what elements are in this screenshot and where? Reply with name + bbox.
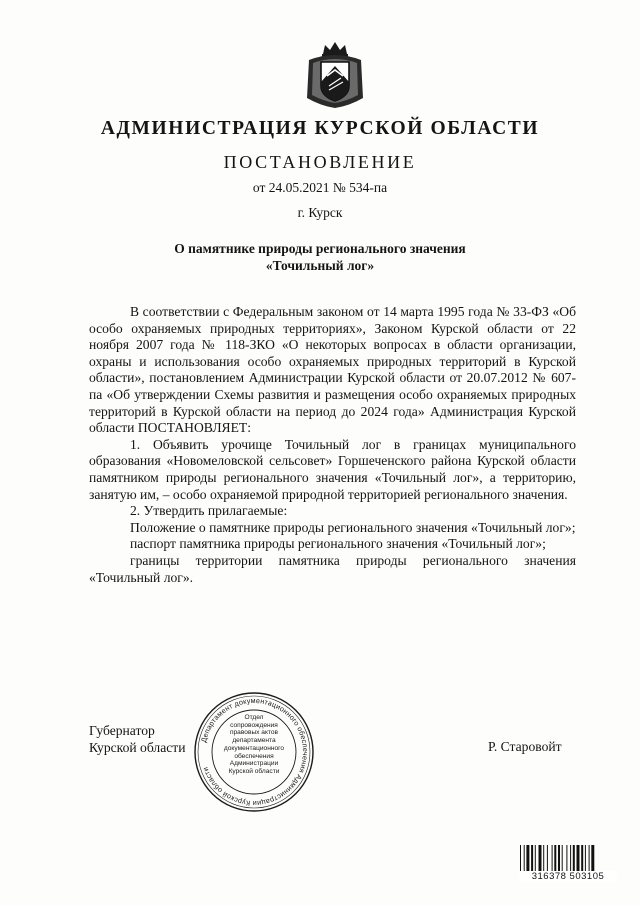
stamp-line: документационного: [223, 744, 285, 752]
official-stamp: [193, 691, 315, 813]
stamp-line: департамента: [232, 737, 276, 745]
document-title: [0, 240, 640, 274]
signatory-position: [89, 722, 186, 756]
title-line-1: О памятнике природы регионального значения: [174, 241, 466, 256]
signatory-name: Р. Старовойт: [488, 739, 562, 754]
date-number: от 24.05.2021 № 534-па: [252, 180, 388, 195]
item-2-paragraph: 2. Утвердить прилагаемые:: [130, 503, 288, 519]
organization-title: АДМИНИСТРАЦИЯ КУРСКОЙ ОБЛАСТИ: [100, 118, 540, 139]
item-1-paragraph: 1. Объявить урочище Точильный лог в границах муниципального образования «Новомеловской сельсовет» Горшеченского района Курской области памятником природы регионального значения «Точильный лог», а территорию, занятую им, – особо охраняемой природной территорией регионального значения.: [89, 436, 576, 502]
stamp-line: Курской области: [228, 767, 280, 775]
stamp-line: сопровождения: [230, 721, 278, 729]
stamp-line: правовых актов: [229, 729, 279, 737]
barcode-number: 316378 503105: [519, 871, 617, 882]
city-name: г. Курск: [297, 205, 343, 220]
signatory-position-line-2: Курской области: [89, 740, 186, 755]
stamp-line: обеспечения: [234, 752, 274, 760]
stamp-line: Отдел: [244, 714, 264, 721]
coat-of-arms-icon: [303, 38, 367, 110]
attachment-3-paragraph: границы территории памятника природы регионального значения «Точильный лог».: [89, 552, 576, 585]
title-line-2: «Точильный лог»: [265, 258, 375, 273]
stamp-outer-text: Департамент документационного обеспечения Администрации Курской области: [198, 695, 311, 809]
preamble-paragraph: В соответствии с Федеральным законом от 14 марта 1995 года № 33-ФЗ «Об особо охраняемых природных территориях», Законом Курской области от 22 ноября 2007 года № 118-ЗКО «О некоторых вопросах в области организации, охраны и использования особо охраняемых природных территорий в Курской области», постановлением Администрации Курской области от 20.07.2012 № 607-па «Об утверждении Схемы развития и размещения особо охраняемых природных территорий в Курской области на период до 2024 года» Администрация Курской области ПОСТАНОВЛЯЕТ:: [89, 304, 576, 436]
stamp-line: Администрации: [229, 760, 279, 768]
attachment-1-paragraph: Положение о памятнике природы регионального значения «Точильный лог»;: [130, 519, 576, 535]
stamp-center-text: [215, 714, 293, 776]
signatory-position-line-1: Губернатор: [89, 723, 155, 738]
document-body: [89, 304, 576, 586]
document-type: ПОСТАНОВЛЕНИЕ: [223, 152, 417, 172]
attachment-2-paragraph: паспорт памятника природы регионального значения «Точильный лог»;: [130, 536, 546, 552]
